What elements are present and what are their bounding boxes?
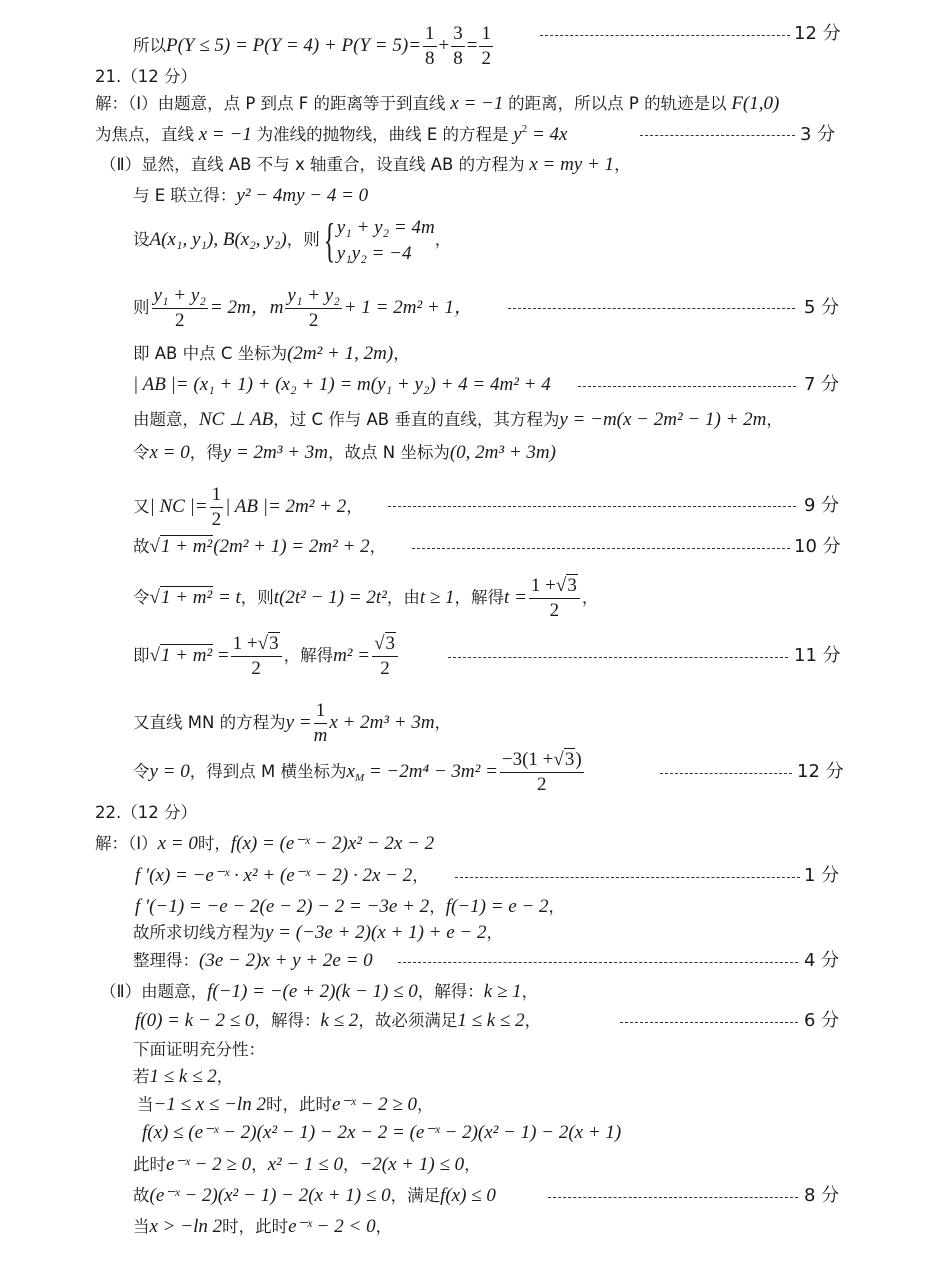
q22-part2-line4: 若1 ≤ k ≤ 2，: [133, 1066, 234, 1087]
score-mark: 9 分: [804, 495, 840, 516]
q21-part1-line1: 解：（Ⅰ）由题意，点 P 到点 F 的距离等于到直线 x = −1 的距离，所以点 P 的轨迹是以 F(1,0): [95, 93, 780, 114]
score-mark: 6 分: [804, 1010, 840, 1031]
dotted-leader: [448, 657, 788, 658]
q22-part1-line2: f ′(x) = −e⁻ˣ · x² + (e⁻ˣ − 2) · 2x − 2，: [135, 865, 429, 886]
fraction: $\frac{1}{2}$: [481, 23, 491, 69]
q21-part2-line11: 令√1 + m² = t，则t(2t² − 1) = 2t²，由t ≥ 1，解得t = $\frac{1 +√3}{2}$ ，: [133, 575, 599, 621]
score-mark: 4 分: [804, 950, 840, 971]
square-root: √1 + m²: [149, 644, 213, 666]
score-mark: 5 分: [804, 297, 840, 318]
dotted-leader: [548, 1197, 798, 1198]
dotted-leader: [412, 548, 790, 549]
text: 所以: [133, 35, 166, 55]
q22-part2-line2: f(0) = k − 2 ≤ 0，解得：k ≤ 2，故必须满足1 ≤ k ≤ 2，: [135, 1010, 542, 1031]
fraction: $\frac{1}{m}$: [313, 700, 328, 746]
dotted-leader: [388, 506, 796, 507]
dotted-leader: [620, 1022, 798, 1023]
fraction: $\frac{1 +√3}{2}$: [231, 632, 282, 681]
q21-part2-line4: 则 $\frac{\text{y₁ + y₂}}{2}$ = 2m，m $\frac{\text{y₁ + y₂}}{2}$ + 1 = 2m² + 1，: [133, 285, 473, 331]
fraction: $\frac{\text{y₁ + y₂}}{2}$: [287, 285, 340, 331]
q22-part1-line3: f ′(−1) = −e − 2(e − 2) − 2 = −3e + 2，f(−1) = e − 2，: [135, 896, 566, 917]
score-mark: 12 分: [794, 23, 841, 44]
left-brace: {: [323, 213, 335, 267]
q22-part1-line1: 解：（Ⅰ）x = 0时，f(x) = (e⁻ˣ − 2)x² − 2x − 2: [95, 833, 435, 854]
q21-part2-line1: （Ⅱ）显然，直线 AB 不与 x 轴重合，设直线 AB 的方程为 x = my + 1，: [100, 154, 631, 175]
q22-part2-line9: 当x > −ln 2时，此时e⁻ˣ − 2 < 0，: [133, 1216, 393, 1237]
q22-part1-line5: 整理得：(3e − 2)x + y + 2e = 0: [133, 950, 373, 971]
fraction: $\frac{1}{2}$: [211, 484, 222, 530]
fraction: $\frac{3}{8}$: [453, 23, 463, 69]
q21-part2-line10: 故√1 + m²(2m² + 1) = 2m² + 2，: [133, 536, 387, 557]
q21-part2-line7: 由题意，NC ⊥ AB，过 C 作与 AB 垂直的直线，其方程为y = −m(x − 2m² − 1) + 2m，: [133, 409, 783, 430]
q22-part2-line1: （Ⅱ）由题意，f(−1) = −(e + 2)(k − 1) ≤ 0，解得：k ≥ 1，: [100, 981, 539, 1002]
dotted-leader: [455, 877, 800, 878]
score-mark: 8 分: [804, 1185, 840, 1206]
dotted-leader: [660, 773, 792, 774]
q21-part2-line8: 令x = 0，得y = 2m³ + 3m，故点 N 坐标为(0, 2m³ + 3m): [133, 442, 556, 463]
fraction: $\frac{√3}{2}$: [372, 632, 398, 681]
q22-part2-line8: 故(e⁻ˣ − 2)(x² − 1) − 2(x + 1) ≤ 0，满足f(x) ≤ 0: [133, 1185, 496, 1206]
q21-part2-line6: | AB |= (x₁ + 1) + (x₂ + 1) = m(y₁ + y₂) + 4 = 4m² + 4: [133, 374, 551, 395]
q21-part2-line9: 又| NC |= $\frac{1}{2}$ | AB |= 2m² + 2，: [133, 484, 363, 530]
dotted-leader: [398, 962, 798, 963]
square-root: √1 + m²: [149, 536, 213, 557]
dotted-leader: [508, 308, 795, 309]
q22-part2-line7: 此时e⁻ˣ − 2 ≥ 0，x² − 1 ≤ 0，−2(x + 1) ≤ 0，: [133, 1154, 481, 1175]
fraction: $\frac{1 +√3}{2}$: [529, 574, 580, 623]
q22-part2-line5: 当−1 ≤ x ≤ −ln 2时，此时e⁻ˣ − 2 ≥ 0，: [137, 1094, 434, 1115]
q21-part2-line5: 即 AB 中点 C 坐标为(2m² + 1, 2m)，: [133, 343, 410, 364]
dotted-leader: [578, 386, 796, 387]
q22-part1-line4: 故所求切线方程为y = (−3e + 2)(x + 1) + e − 2，: [133, 922, 503, 943]
score-mark: 11 分: [794, 645, 841, 666]
q21-part2-line3: 设A(x₁, y₁), B(x₂, y₂)，则{ y₁ + y₂ = 4m y₁y₂ = −4 ，: [133, 213, 452, 267]
q21-part2-line14: 令y = 0，得到点 M 横坐标为$x_M = -2m^4 - 3m^2$ = $\frac{-3(1 +√3)}{2}$: [133, 749, 582, 795]
score-mark: 10 分: [794, 536, 841, 557]
score-mark: 7 分: [804, 374, 840, 395]
square-root: √1 + m²: [149, 586, 213, 608]
dotted-leader: [540, 35, 790, 36]
q21-part2-line2: 与 E 联立得：y² − 4my − 4 = 0: [133, 185, 369, 206]
question-22-heading: 22.（12 分）: [95, 803, 197, 822]
q21-part1-line2: 为焦点，直线 x = −1 为准线的抛物线，曲线 E 的方程是 $y^2 = 4x$: [95, 123, 568, 145]
q21-part2-line12: 即√1 + m² = $\frac{1 +√3}{2}$ ，解得m² = $\frac{√3}{2}$: [133, 632, 400, 681]
score-mark: 1 分: [804, 865, 840, 886]
math: P(Y ≤ 5) = P(Y = 4) + P(Y = 5)=: [166, 34, 422, 56]
q22-part2-line3: 下面证明充分性：: [133, 1040, 265, 1059]
fraction: $\frac{-3(1 +√3)}{2}$: [501, 749, 582, 795]
fraction: $\frac{1}{8}$: [425, 23, 435, 69]
dotted-leader: [640, 135, 795, 136]
score-mark: 3 分: [800, 124, 836, 145]
probability-result-line: 所以P(Y ≤ 5) = P(Y = 4) + P(Y = 5)= $\frac{1}{8}$ + $\frac{3}{8}$ = $\frac{1}{2}$: [133, 23, 491, 69]
q22-part2-line6: f(x) ≤ (e⁻ˣ − 2)(x² − 1) − 2x − 2 = (e⁻ˣ − 2)(x² − 1) − 2(x + 1): [142, 1122, 622, 1143]
q21-part2-line13: 又直线 MN 的方程为y = $\frac{1}{m}$ x + 2m³ + 3m，: [133, 700, 452, 746]
fraction: $\frac{\text{y₁ + y₂}}{2}$: [153, 285, 206, 331]
score-mark: 12 分: [797, 761, 844, 782]
equation-system: y₁ + y₂ = 4m y₁y₂ = −4: [336, 216, 435, 264]
question-21-heading: 21.（12 分）: [95, 67, 197, 86]
